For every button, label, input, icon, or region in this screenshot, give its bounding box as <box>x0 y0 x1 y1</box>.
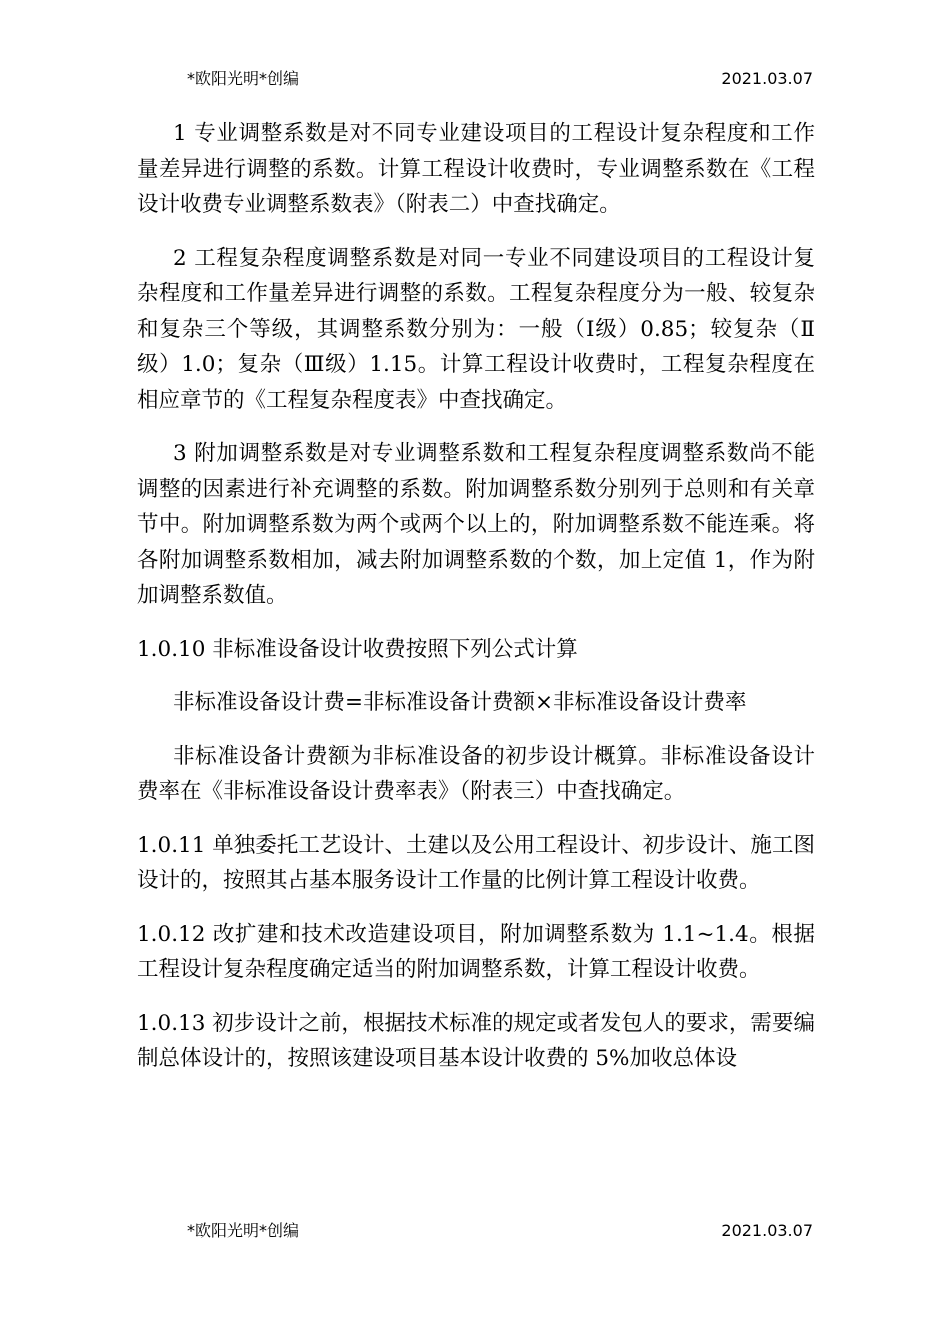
page-header <box>137 68 813 90</box>
header-author: *欧阳光明*创编 <box>187 69 300 88</box>
paragraph-nonstandard-basis: 非标准设备计费额为非标准设备的初步设计概算。非标准设备设计费率在《非标准设备设计费率表》（附表三）中查找确定。 <box>137 743 815 804</box>
formula-nonstandard-fee: 非标准设备设计费=非标准设备计费额×非标准设备设计费率 <box>173 690 747 715</box>
footer-author: *欧阳光明*创编 <box>187 1221 300 1240</box>
clause-1-0-10: 1.0.10 非标准设备设计收费按照下列公式计算 <box>137 636 578 662</box>
clause-1-0-13: 1.0.13 初步设计之前，根据技术标准的规定或者发包人的要求，需要编制总体设计的，按照该建设项目基本设计收费的 5%加收总体设 <box>137 1010 815 1071</box>
document-body <box>137 116 815 1095</box>
paragraph-complexity-coefficient: 2 工程复杂程度调整系数是对同一专业不同建设项目的工程设计复杂程度和工作量差异进行调整的系数。工程复杂程度分为一般、较复杂和复杂三个等级，其调整系数分别为：一般（Ⅰ级）0.85；较复杂（Ⅱ级）1.0；复杂（Ⅲ级）1.15。计算工程设计收费时，工程复杂程度在相应章节的《工程复杂程度表》中查找确定。 <box>137 245 815 413</box>
clause-1-0-12: 1.0.12 改扩建和技术改造建设项目，附加调整系数为 1.1~1.4。根据工程设计复杂程度确定适当的附加调整系数，计算工程设计收费。 <box>137 921 815 982</box>
paragraph-additional-coefficient: 3 附加调整系数是对专业调整系数和工程复杂程度调整系数尚不能调整的因素进行补充调整的系数。附加调整系数分别列于总则和有关章节中。附加调整系数为两个或两个以上的，附加调整系数不能连乘。将各附加调整系数相加，减去附加调整系数的个数，加上定值 1，作为附加调整系数值。 <box>137 441 815 608</box>
footer-date: 2021.03.07 <box>721 1221 813 1240</box>
clause-1-0-11: 1.0.11 单独委托工艺设计、土建以及公用工程设计、初步设计、施工图设计的，按照其占基本服务设计工作量的比例计算工程设计收费。 <box>137 832 815 893</box>
paragraph-professional-coefficient: 1 专业调整系数是对不同专业建设项目的工程设计复杂程度和工作量差异进行调整的系数。计算工程设计收费时，专业调整系数在《工程设计收费专业调整系数表》（附表二）中查找确定。 <box>137 121 815 217</box>
header-date: 2021.03.07 <box>721 69 813 88</box>
page-footer <box>137 1220 813 1242</box>
